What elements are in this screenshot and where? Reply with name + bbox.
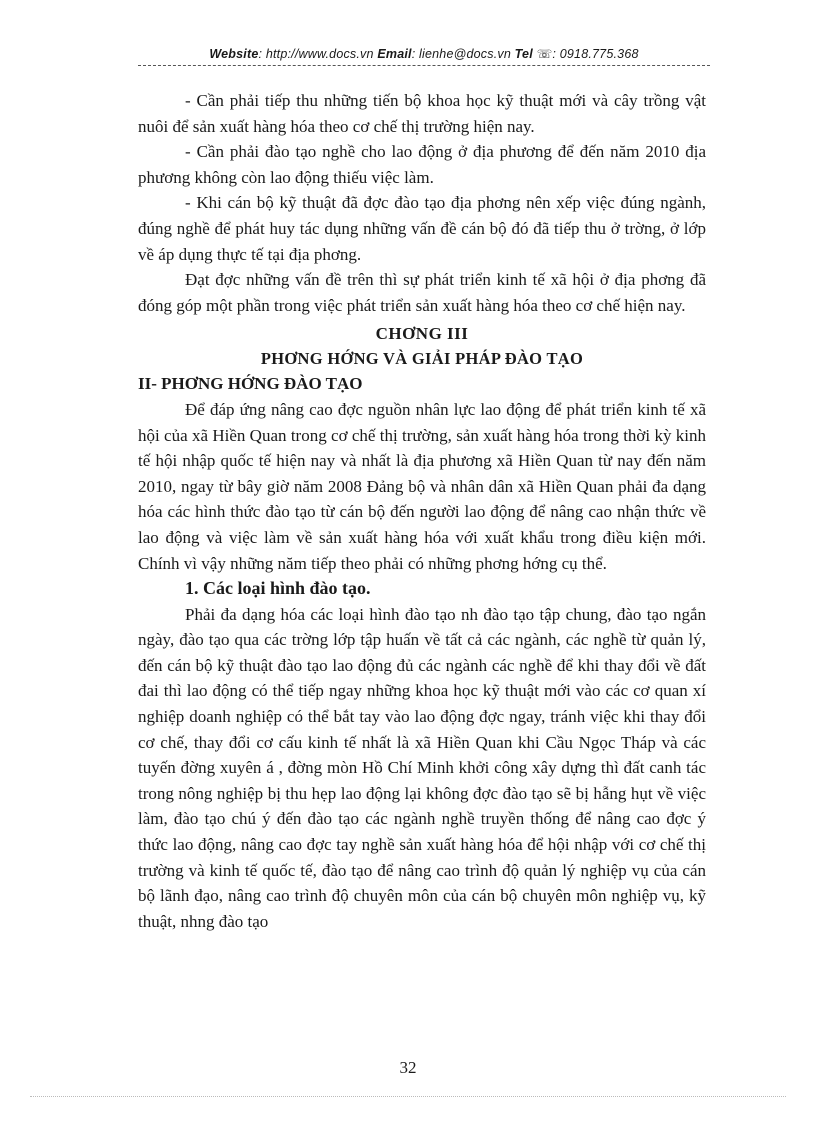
chapter-subtitle: PHƠNG HỚNG VÀ GIẢI PHÁP ĐÀO TẠO — [260, 349, 584, 369]
paragraph: - Khi cán bộ kỹ thuật đã đợc đào tạo địa phơng nên xếp việc đúng ngành, đúng nghề để phát huy tác dụng những vấn đề cán bộ đó đã tiếp thu ở trờng, ở lớp về áp dụng thực tế tại địa phơng. — [138, 193, 706, 264]
phone-icon: ☏ — [536, 47, 553, 61]
section-heading: II- PHƠNG HỚNG ĐÀO TẠO — [138, 374, 363, 394]
website-value: : http://www.docs.vn — [258, 47, 374, 61]
subsection-heading: 1. Các loại hình đào tạo. — [185, 578, 371, 599]
page-number: 32 — [399, 1058, 417, 1077]
email-label: Email — [377, 47, 412, 61]
website-label: Website — [209, 47, 259, 61]
tel-value: : 0918.775.368 — [552, 47, 639, 61]
paragraph: Phải đa dạng hóa các loại hình đào tạo nh đào tạo tập chung, đào tạo ngắn ngày, đào tạo qua các trờng lớp tập huấn về tất cả các ngành, các nghề từ quản lý, đến cán bộ kỹ thuật đào tạo lao động đủ các ngành các nghề để khi thay đổi về đất đai thì lao động có thể tiếp ngay những khoa học kỹ thuật mới vào các cơ quan xí nghiệp doanh nghiệp có thể bắt tay vào lao động đợc ngay, tránh việc khi thay đổi cơ chế, thay đổi cơ cấu kinh tế nhất là xã Hiền Quan khi Cầu Ngọc Tháp và các tuyến đờng xuyên á , đờng mòn Hồ Chí Minh khởi công xây dựng thì đất canh tác trong nông nghiệp bị thu hẹp lao động lại không đợc đào tạo sẽ bị hẫng hụt về việc làm, đào tạo chú ý đến đào tạo các ngành nghề truyền thống để nâng cao đợc ý thức lao động, nâng cao đợc tay nghề sản xuất hàng hóa để hội nhập với cơ chế thị trường và kinh tế quốc tế, đào tạo để nâng cao trình độ quản lý nghiệp vụ của cán bộ lãnh đạo, nâng cao trình độ chuyên môn của cán bộ chuyên môn nghiệp vụ, kỹ thuật, nhng đào tạo — [138, 604, 706, 931]
paragraph: - Cần phải tiếp thu những tiến bộ khoa học kỹ thuật mới và cây trồng vật nuôi để sản xuất hàng hóa theo cơ chế thị trường hiện nay. — [138, 91, 706, 136]
footer-divider — [30, 1096, 786, 1097]
document-body — [138, 88, 706, 934]
paragraph: Đạt đợc những vấn đề trên thì sự phát triển kinh tế xã hội ở địa phơng đã đóng góp một phần trong việc phát triển sản xuất hàng hóa theo cơ chế hiện nay. — [138, 270, 706, 315]
paragraph: Để đáp ứng nâng cao đợc nguồn nhân lực lao động để phát triển kinh tế xã hội của xã Hiền Quan trong cơ chế thị trường, sản xuất hàng hóa trong thời kỳ kinh tế hội nhập quốc tế hiện nay và nhất là địa phương xã Hiền Quan từ nay đến năm 2010, ngay từ bây giờ năm 2008 Đảng bộ và nhân dân xã Hiền Quan phải đa dạng hóa các hình thức đào tạo từ cán bộ đến người lao động để nâng cao nhận thức về lao động và việc làm về sản xuất hàng hóa với xuất khẩu trong điều kiện mới. Chính vì vậy những năm tiếp theo phải có những phơng hớng cụ thể. — [138, 399, 706, 573]
chapter-heading — [138, 321, 706, 371]
page-header — [138, 46, 710, 66]
chapter-title: CHƠNG III — [375, 324, 469, 344]
paragraph: - Cần phải đào tạo nghề cho lao động ở địa phương để đến năm 2010 địa phương không còn lao động thiếu việc làm. — [138, 142, 706, 187]
tel-label: Tel — [514, 47, 533, 61]
email-value: : lienhe@docs.vn — [411, 47, 511, 61]
